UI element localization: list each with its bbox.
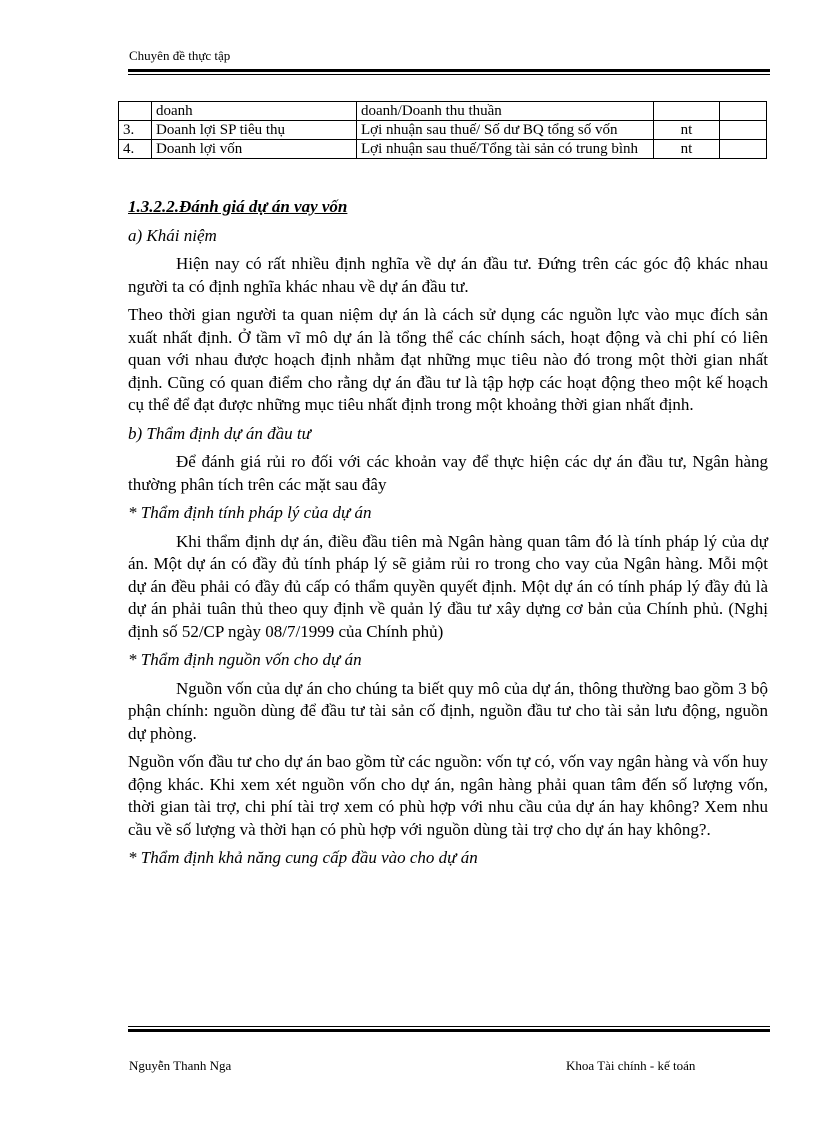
paragraph: Nguồn vốn của dự án cho chúng ta biết quy mô của dự án, thông thường bao gồm 3 bộ phận chính: nguồn dùng để đầu tư tài sản cố định, nguồn đầu tư cho tài sản lưu động, nguồn dự phòng. [128,678,768,743]
table-row [119,102,767,121]
indicator-unit: nt [654,121,720,140]
subheading-concept: a) Khái niệm [128,225,217,245]
page-header-title: Chuyên đề thực tập [129,48,231,63]
indicator-name: doanh [152,102,357,121]
paragraph: Nguồn vốn đầu tư cho dự án bao gồm từ các nguồn: vốn tự có, vốn vay ngân hàng và vốn huy động khác. Khi xem xét nguồn vốn cho dự án, ngân hàng phải quan tâm đến số lượng vốn, thời gian tài trợ, chi phí tài trợ xem có phù hợp với nhu cầu của dự án hay không? Xem nhu cầu về số lượng và thời hạn có phù hợp với nguồn dùng tài trợ cho dự án hay không?. [128,752,768,839]
indicator-formula: doanh/Doanh thu thuần [357,102,654,121]
row-number [119,102,152,121]
footer-rule-thin [128,1026,770,1027]
subheading-legality: * Thẩm định tính pháp lý của dự án [128,503,372,522]
row-number: 3. [119,121,152,140]
indicator-name: Doanh lợi vốn [152,140,357,159]
subheading-input-supply: * Thẩm định khả năng cung cấp đầu vào cho dự án [128,848,478,867]
indicator-extra [720,140,767,159]
paragraph: Để đánh giá rủi ro đối với các khoản vay để thực hiện các dự án đầu tư, Ngân hàng thường phân tích trên các mặt sau đây [128,452,768,494]
indicator-unit: nt [654,140,720,159]
footer-rule [128,1029,770,1032]
indicator-extra [720,102,767,121]
paragraph: Hiện nay có rất nhiều định nghĩa về dự án đầu tư. Đứng trên các góc độ khác nhau người ta có định nghĩa khác nhau về dự án đầu tư. [128,254,768,296]
paragraph: Khi thẩm định dự án, điều đầu tiên mà Ngân hàng quan tâm đó là tính pháp lý của dự án. Một dự án có đầy đủ tính pháp lý sẽ giảm rủi ro trong cho vay của Ngân hàng. Mỗi một dự án đều phải có đầy đủ cấp có thẩm quyền quyết định. Một dự án có tính pháp lý đầy đủ là dự án phải tuân thủ theo quy định về quản lý đầu tư xây dựng cơ bản của Chính phủ. (Nghị định số 52/CP ngày 08/7/1999 của Chính phủ) [128,531,768,641]
table-row [119,121,767,140]
header-rule-thin [128,74,770,75]
subheading-appraisal: b) Thẩm định dự án đầu tư [128,423,311,443]
table-row [119,140,767,159]
paragraph: Theo thời gian người ta quan niệm dự án là cách sử dụng các nguồn lực vào mục đích sản xuất nhất định. Ở tầm vĩ mô dự án là tổng thể các chính sách, hoạt động và chi phí có liên quan với nhau được hoạch định nhằm đạt những mục tiêu nào đó trong một thời gian nhất định. Cũng có quan điểm cho rằng dự án đầu tư là tập hợp các hoạt động theo một kế hoạch cụ thể để đạt được những mục tiêu nhất định trong một khoảng thời gian nhất định. [128,305,768,414]
metrics-table [118,101,767,159]
indicator-name: Doanh lợi SP tiêu thụ [152,121,357,140]
footer-author: Nguyễn Thanh Nga [129,1058,232,1073]
indicator-formula: Lợi nhuận sau thuế/Tổng tài sản có trung bình [357,140,654,159]
indicator-extra [720,121,767,140]
header-rule [128,69,770,72]
indicator-formula: Lợi nhuận sau thuế/ Số dư BQ tổng số vốn [357,121,654,140]
row-number: 4. [119,140,152,159]
subheading-capital-source: * Thẩm định nguồn vốn cho dự án [128,650,362,669]
section-heading: 1.3.2.2.Đánh giá dự án vay vốn [128,197,348,216]
footer-department: Khoa Tài chính - kế toán [566,1058,696,1073]
document-body [128,196,768,876]
indicator-unit [654,102,720,121]
